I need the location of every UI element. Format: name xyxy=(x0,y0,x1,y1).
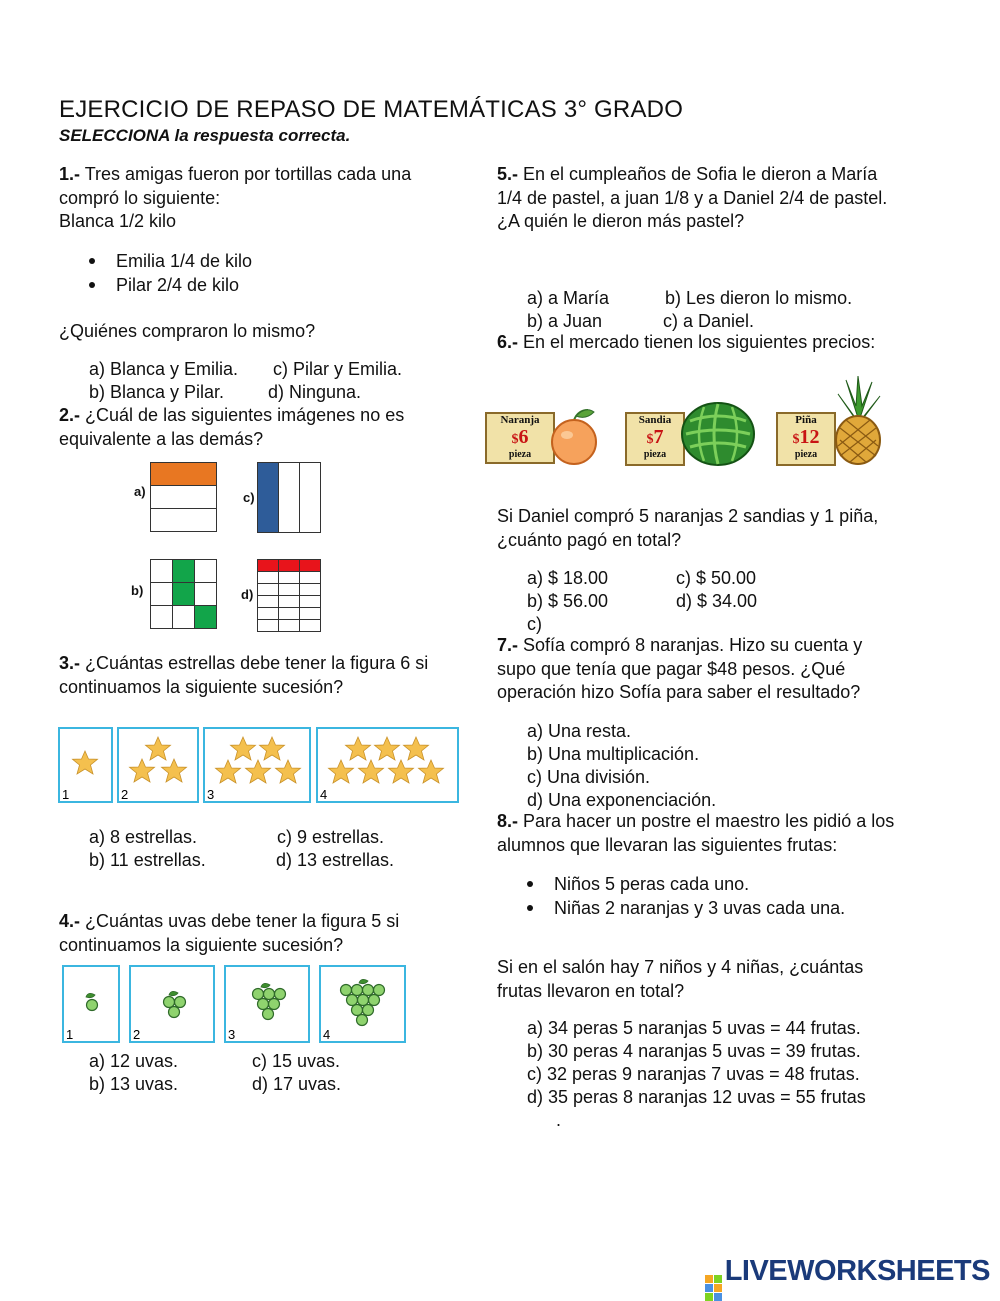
star-icon xyxy=(162,759,187,782)
orange-icon xyxy=(548,404,600,466)
watermelon-icon xyxy=(680,401,756,467)
grape-icon xyxy=(263,1009,274,1020)
q8-bullet: Niñas 2 naranjas y 3 uvas cada una. xyxy=(527,896,845,920)
q4-text: 4.- ¿Cuántas uvas debe tener la figura 5 si continuamos la siguiente sucesión? xyxy=(59,911,400,955)
q1-text: 1.- Tres amigas fueron por tortillas cada una compró lo siguiente: Blanca 1/2 kilo xyxy=(59,164,412,231)
grape-icon xyxy=(275,989,286,1000)
q6-option-a[interactable]: a) $ 18.00 xyxy=(527,568,609,588)
q6-text: 6.- En el mercado tienen los siguientes precios: xyxy=(497,332,876,352)
seq-num: 3 xyxy=(228,1027,236,1042)
q7-text: 7.- Sofía compró 8 naranjas. Hizo su cuenta y supo que tenía que pagar $48 pesos. ¿Qué operación hizo Sofía para saber el resultado? xyxy=(497,635,863,702)
q6-option-b[interactable]: b) $ 56.00 xyxy=(527,591,609,611)
grape-icon xyxy=(347,995,358,1006)
star-sequence xyxy=(58,727,460,805)
q1-option-d[interactable]: d) Ninguna. xyxy=(268,382,362,402)
grape-icon xyxy=(374,985,385,996)
q5-option-c[interactable]: c) a Daniel. xyxy=(663,311,755,331)
instructions: SELECCIONA la respuesta correcta. xyxy=(59,126,351,145)
star-icon xyxy=(359,760,384,783)
star-icon xyxy=(260,737,285,760)
star-icon xyxy=(404,737,429,760)
star-icon xyxy=(146,737,171,760)
q1-question: ¿Quiénes compraron lo mismo? xyxy=(59,321,316,341)
grape-icon xyxy=(363,985,374,996)
star-icon xyxy=(231,737,256,760)
grape-sequence xyxy=(62,965,408,1045)
q2-figure-a[interactable] xyxy=(150,462,217,532)
q1-bullet: Pilar 2/4 de kilo xyxy=(89,273,239,297)
star-icon xyxy=(276,760,301,783)
q4-option-d[interactable]: d) 17 uvas. xyxy=(252,1074,342,1094)
q1-option-a[interactable]: a) Blanca y Emilia. xyxy=(89,359,239,379)
liveworksheets-logo: LIVEWORKSHEETS xyxy=(705,1255,990,1301)
q2-text: 2.- ¿Cuál de las siguientes imágenes no es equivalente a las demás? xyxy=(59,405,405,449)
grape-icon xyxy=(363,1005,374,1016)
seq-num: 3 xyxy=(207,787,215,802)
q5-option-b[interactable]: b) a Juan xyxy=(527,311,603,331)
star-icon xyxy=(346,737,371,760)
q7-option-b[interactable]: b) Una multiplicación. xyxy=(527,744,700,764)
q3-text: 3.- ¿Cuántas estrellas debe tener la figura 6 si continuamos la siguiente sucesión? xyxy=(59,653,429,697)
q7-option-c[interactable]: c) Una división. xyxy=(527,767,651,787)
q3-option-b[interactable]: b) 11 estrellas. xyxy=(89,850,206,870)
worksheet-title: EJERCICIO DE REPASO DE MATEMÁTICAS 3° GRADO xyxy=(59,96,684,123)
star-icon xyxy=(375,737,400,760)
grape-icon xyxy=(369,995,380,1006)
grape-icon xyxy=(352,1005,363,1016)
seq-num: 4 xyxy=(323,1027,331,1042)
star-icon xyxy=(389,760,414,783)
q2-figure-b[interactable] xyxy=(150,559,217,629)
q3-option-a[interactable]: a) 8 estrellas. xyxy=(89,827,198,847)
q6-option-d[interactable]: d) $ 34.00 xyxy=(676,591,758,611)
pineapple-icon xyxy=(832,376,884,466)
star-icon xyxy=(216,760,241,783)
star-icon xyxy=(329,760,354,783)
q8-tail: . xyxy=(556,1110,562,1130)
q1-option-b[interactable]: b) Blanca y Pilar. xyxy=(89,382,225,402)
q7-option-a[interactable]: a) Una resta. xyxy=(527,721,632,741)
star-icon xyxy=(419,760,444,783)
q2-label-d: d) xyxy=(241,587,254,602)
grape-icon xyxy=(175,997,186,1008)
grape-icon xyxy=(87,1000,98,1011)
q4-option-b[interactable]: b) 13 uvas. xyxy=(89,1074,179,1094)
q4-option-a[interactable]: a) 12 uvas. xyxy=(89,1051,179,1071)
q2-label-b: b) xyxy=(131,583,144,598)
star-icon xyxy=(73,751,98,774)
q8-bullet: Niños 5 peras cada uno. xyxy=(527,872,749,896)
grape-icon xyxy=(352,985,363,996)
q5-option-a[interactable]: a) a María xyxy=(527,288,610,308)
grape-icon xyxy=(358,995,369,1006)
seq-num: 2 xyxy=(121,787,129,802)
seq-num: 4 xyxy=(320,787,328,802)
q6-question: Si Daniel compró 5 naranjas 2 sandias y 1 piña, ¿cuánto pagó en total? xyxy=(497,506,879,550)
q6-option-c2[interactable]: c) xyxy=(527,614,542,634)
q3-option-c[interactable]: c) 9 estrellas. xyxy=(277,827,385,847)
star-icon xyxy=(246,760,271,783)
grape-icon xyxy=(258,999,269,1010)
q2-label-c: c) xyxy=(243,490,255,505)
q8-option-a[interactable]: a) 34 peras 5 naranjas 5 uvas = 44 frutas. xyxy=(527,1018,861,1038)
q8-text: 8.- Para hacer un postre el maestro les pidió a los alumnos que llevaran las siguientes frutas: xyxy=(497,811,895,855)
seq-num: 2 xyxy=(133,1027,141,1042)
q7-option-d[interactable]: d) Una exponenciación. xyxy=(527,790,717,810)
grape-icon xyxy=(169,1007,180,1018)
price-tag-pina: Piña $12 pieza xyxy=(776,412,836,466)
q5-option-b2[interactable]: b) Les dieron lo mismo. xyxy=(665,288,853,308)
grape-icon xyxy=(253,989,264,1000)
q5-text: 5.- En el cumpleaños de Sofia le dieron a María 1/4 de pastel, a juan 1/8 y a Daniel 2/4 de pastel. ¿A quién le dieron más pastel? xyxy=(497,164,888,231)
q6-option-c[interactable]: c) $ 50.00 xyxy=(676,568,757,588)
logo-icon xyxy=(705,1275,722,1301)
q2-figure-c[interactable] xyxy=(257,462,321,533)
q3-option-d[interactable]: d) 13 estrellas. xyxy=(276,850,395,870)
grape-icon xyxy=(341,985,352,996)
grape-icon xyxy=(164,997,175,1008)
seq-num: 1 xyxy=(66,1027,74,1042)
q4-option-c[interactable]: c) 15 uvas. xyxy=(252,1051,341,1071)
q1-bullet: Emilia 1/4 de kilo xyxy=(89,249,252,273)
price-tag-naranja: Naranja $6 pieza xyxy=(485,412,555,464)
seq-num: 1 xyxy=(62,787,70,802)
grape-icon xyxy=(264,989,275,1000)
q2-label-a: a) xyxy=(134,484,146,499)
grape-icon xyxy=(269,999,280,1010)
price-tag-sandia: Sandia $7 pieza xyxy=(625,412,685,466)
q8-option-d[interactable]: d) 35 peras 8 naranjas 12 uvas = 55 frutas xyxy=(527,1087,866,1107)
q2-figure-d[interactable] xyxy=(257,559,321,632)
q8-question: Si en el salón hay 7 niños y 4 niñas, ¿cuántas frutas llevaron en total? xyxy=(497,957,864,1001)
grape-icon xyxy=(357,1015,368,1026)
q8-option-c[interactable]: c) 32 peras 9 naranjas 7 uvas = 48 frutas. xyxy=(527,1064,860,1084)
q8-option-b[interactable]: b) 30 peras 4 naranjas 5 uvas = 39 frutas. xyxy=(527,1041,861,1061)
star-icon xyxy=(130,759,155,782)
q1-option-c[interactable]: c) Pilar y Emilia. xyxy=(273,359,403,379)
